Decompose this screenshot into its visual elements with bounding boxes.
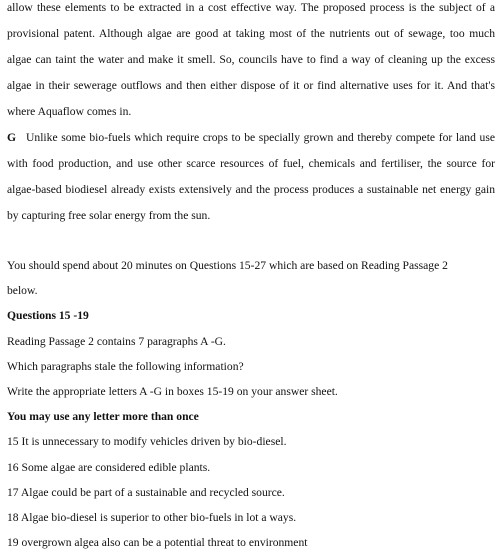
question-item: 18 Algae bio-diesel is superior to other bio-fuels in lot a ways. bbox=[7, 511, 297, 525]
question-item: 19 overgrown algea also can be a potential threat to environment bbox=[7, 536, 308, 550]
instruction-line: Write the appropriate letters A -G in boxes 15-19 on your answer sheet. bbox=[7, 385, 338, 399]
paragraph-f-tail: allow these elements to be extracted in a cost effective way. The proposed process is the subject of a provisional patent. Although algae are good at taking most of the nutrients out of sewage, too much algae can taint the water and make it smell. So, councils have to find a way of cleaning up the excess algae in their sewerage outflows and then either dispose of it or find alternative uses for it. And that's where Aquaflow comes in. bbox=[7, 1, 495, 118]
section-gap bbox=[7, 229, 495, 253]
paragraph-text: Unlike some bio-fuels which require crops to be specially grown and thereby compete for land use with food production, and use other scarce resources of fuel, chemicals and fertiliser, the source for algae-based biodiesel already exists extensively and the process produces a sustainable net energy gain by capturing free solar energy from the sun. bbox=[7, 131, 495, 222]
instruction-line: Reading Passage 2 contains 7 paragraphs A -G. bbox=[7, 334, 226, 348]
intro-line: below. bbox=[7, 284, 38, 298]
instruction-note: You may use any letter more than once bbox=[7, 410, 199, 424]
question-item: 16 Some algae are considered edible plants. bbox=[7, 460, 211, 474]
question-list bbox=[7, 429, 495, 555]
paragraph-g bbox=[7, 125, 495, 229]
intro-line: You should spend about 20 minutes on Questions 15-27 which are based on Reading Passage 2 bbox=[7, 259, 448, 272]
question-item: 15 It is unnecessary to modify vehicles driven by bio-diesel. bbox=[7, 435, 287, 449]
question-item: 17 Algae could be part of a sustainable and recycled source. bbox=[7, 485, 285, 499]
paragraph-letter: G bbox=[7, 131, 17, 144]
reading-page bbox=[7, 0, 495, 555]
questions-heading: Questions 15 -19 bbox=[7, 309, 89, 323]
instruction-line: Which paragraphs stale the following information? bbox=[7, 359, 244, 373]
